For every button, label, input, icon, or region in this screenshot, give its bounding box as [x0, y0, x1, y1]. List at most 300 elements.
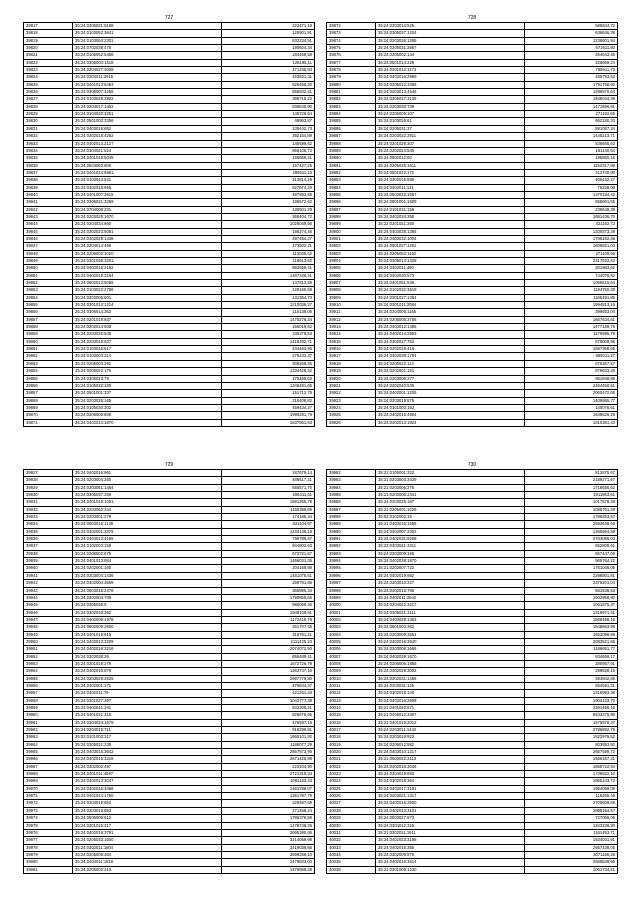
table-row [24, 506, 315, 513]
record-number-cell: 39846 [24, 235, 73, 242]
amount-cell: 306269,45 [221, 360, 314, 367]
amount-cell: 497893,85 [221, 191, 314, 198]
table-row [327, 499, 618, 506]
amount-cell: 2060472,65 [524, 390, 617, 397]
cadastral-number-cell: 35:21:0203006:276 [376, 484, 525, 491]
amount-cell: 1736522,10 [524, 771, 617, 778]
amount-cell: 369404,72 [221, 213, 314, 220]
cadastral-number-cell: 35:24:0503027:673 [376, 815, 525, 822]
record-number-cell: 39882 [327, 96, 376, 103]
table-row [24, 206, 315, 213]
amount-cell: 1152317,98 [524, 162, 617, 169]
table-row [327, 506, 618, 513]
amount-cell: 1667634,61 [524, 316, 617, 323]
record-number-cell: 39976 [24, 829, 73, 836]
record-number-cell: 39923 [327, 397, 376, 404]
table-row [327, 74, 618, 81]
table-row [24, 749, 315, 756]
table-row [24, 807, 315, 814]
cadastral-number-cell: 35:21:0203006:2441 [376, 492, 525, 499]
cadastral-number-cell: 35:24:0402014:1870 [73, 419, 222, 426]
table-row [24, 412, 315, 419]
cadastral-number-cell: 35:24:0206006:806 [73, 412, 222, 419]
table-row [24, 521, 315, 528]
record-number-cell: 39939 [24, 558, 73, 565]
table-row [327, 294, 618, 301]
table-row [327, 763, 618, 770]
cadastral-number-cell: 35:24:0205031:2867 [376, 45, 525, 52]
cadastral-number-cell: 35:21:0105001:322 [376, 470, 525, 477]
cadastral-number-cell: 35:24:0503015:2478 [73, 587, 222, 594]
amount-cell: 1718656,62 [524, 484, 617, 491]
cadastral-number-cell: 35:24:0402039:1670 [376, 653, 525, 660]
table-row [327, 866, 618, 873]
table-row [327, 697, 618, 704]
table-row [24, 682, 315, 689]
amount-cell: 1668722,94 [524, 763, 617, 770]
cadastral-number-cell: 35:24:0202031:1466 [376, 675, 525, 682]
record-number-cell: 39958 [24, 697, 73, 704]
table-row [24, 741, 315, 748]
record-number-cell: 39865 [24, 375, 73, 382]
cadastral-number-cell: 35:24:0205022:114 [376, 360, 525, 367]
table-row [327, 243, 618, 250]
cadastral-number-cell: 35:22:0303041:3211 [376, 543, 525, 550]
amount-cell: 536665,63 [524, 140, 617, 147]
table-row [24, 74, 315, 81]
table-row [24, 375, 315, 382]
amount-cell: 675367,57 [524, 360, 617, 367]
page-number: 728 [467, 15, 477, 21]
amount-cell: 1370184,42 [524, 191, 617, 198]
record-number-cell: 39978 [24, 844, 73, 851]
cadastral-number-cell: 35:24:0402011:131 [376, 184, 525, 191]
table-row [327, 653, 618, 660]
cadastral-number-cell: 35:24:0402016:355 [376, 844, 525, 851]
cadastral-number-cell: 35:24:0302027:753 [376, 338, 525, 345]
table-row [24, 543, 315, 550]
record-number-cell: 39872 [327, 23, 376, 30]
record-number-cell: 39847 [24, 243, 73, 250]
table-row [24, 390, 315, 397]
record-number-cell: 39989 [327, 521, 376, 528]
record-number-cell: 39982 [327, 470, 376, 477]
amount-cell: 421162,73 [524, 221, 617, 228]
cadastral-number-cell: 35:24:0203014:508 [73, 324, 222, 331]
cadastral-number-cell: 35:24:0105052:5466 [73, 52, 222, 59]
cadastral-number-cell: 35:24:0501027:1251 [376, 243, 525, 250]
record-number-cell: 39900 [327, 228, 376, 235]
record-number-cell: 39929 [24, 484, 73, 491]
record-number-cell: 40013 [327, 697, 376, 704]
amount-cell: 259791,66 [221, 580, 314, 587]
record-number-cell: 39839 [24, 184, 73, 191]
record-number-cell: 39928 [24, 477, 73, 484]
cadastral-number-cell: 35:24:0402013:3101 [376, 807, 525, 814]
record-number-cell: 39854 [24, 294, 73, 301]
amount-cell: 2111425,23 [221, 638, 314, 645]
amount-cell: 392154,89 [221, 133, 314, 140]
amount-cell: 1691365,78 [221, 499, 314, 506]
cadastral-number-cell: 35:24:0205026:1611 [376, 162, 525, 169]
cadastral-number-cell: 35:21:0205001:1029 [376, 506, 525, 513]
record-number-cell: 40001 [327, 609, 376, 616]
page-number: 730 [467, 462, 477, 468]
amount-cell: 591067,34 [524, 125, 617, 132]
record-number-cell: 39861 [24, 346, 73, 353]
amount-cell: 554591,31 [524, 682, 617, 689]
amount-cell: 542309,21 [221, 705, 314, 712]
table-row [24, 221, 315, 228]
amount-cell: 1665101,92 [221, 734, 314, 741]
cadastral-number-cell: 35:24:0206002:675 [73, 550, 222, 557]
cadastral-number-cell: 35:24:0105022:130 [73, 382, 222, 389]
amount-cell: 1061875,37 [524, 602, 617, 609]
amount-cell: 244463,95 [221, 346, 314, 353]
cadastral-number-cell: 35:24:0204019:893 [376, 771, 525, 778]
cadastral-number-cell: 35:24:0505006:612 [73, 815, 222, 822]
table-row [24, 624, 315, 631]
cadastral-number-cell: 35:24:0203016:853 [73, 807, 222, 814]
amount-cell: 1186651,77 [524, 646, 617, 653]
record-number-cell: 39956 [24, 682, 73, 689]
amount-cell: 5533375,90 [524, 712, 617, 719]
cadastral-number-cell: 35:24:0206002:1020 [73, 250, 222, 257]
record-number-cell: 40006 [327, 646, 376, 653]
cadastral-number-cell: 35:24:0103044:531 [73, 177, 222, 184]
record-number-cell: 39974 [24, 815, 73, 822]
amount-cell: 856632,21 [221, 89, 314, 96]
cadastral-number-cell: 35:24:0401011:4897 [73, 771, 222, 778]
amount-cell: 662180,33 [524, 118, 617, 125]
record-number-cell: 39844 [24, 221, 73, 228]
table-row [327, 353, 618, 360]
amount-cell: 1409955,77 [524, 397, 617, 404]
table-row [327, 705, 618, 712]
amount-cell: 297454,27 [221, 235, 314, 242]
cadastral-number-cell: 35:24:0302005:601 [73, 294, 222, 301]
record-number-cell: 39875 [327, 45, 376, 52]
amount-cell: 825458,20 [221, 81, 314, 88]
table-row [24, 96, 315, 103]
record-number-cell: 39880 [327, 81, 376, 88]
amount-cell: 405432,27 [524, 177, 617, 184]
cadastral-number-cell: 35:24:0401019:1051 [73, 499, 222, 506]
cadastral-number-cell: 35:24:0301027:397 [73, 697, 222, 704]
cadastral-number-cell: 35:24:0303038:26 [73, 653, 222, 660]
cadastral-number-cell: 35:24:0205012:3365 [376, 81, 525, 88]
cadastral-number-cell: 35:24:0402016:2608 [376, 697, 525, 704]
record-number-cell: 39883 [327, 103, 376, 110]
amount-cell: 1179995,79 [524, 331, 617, 338]
cadastral-number-cell: 35:24:0302018:364 [376, 778, 525, 785]
amount-cell: 1475276,34 [221, 316, 314, 323]
table-row [327, 191, 618, 198]
record-number-cell: 39911 [327, 309, 376, 316]
table-row [327, 324, 618, 331]
cadastral-number-cell: 35:02:0101003:317 [73, 734, 222, 741]
record-number-cell: 39856 [24, 309, 73, 316]
record-number-cell: 39987 [327, 506, 376, 513]
cadastral-number-cell: 35:24:0402011:2542 [376, 594, 525, 601]
table-row [24, 470, 315, 477]
record-number-cell: 39909 [327, 294, 376, 301]
table-row [24, 346, 315, 353]
table-row [24, 184, 315, 191]
amount-cell: 289511,15 [221, 169, 314, 176]
record-number-cell: 39906 [327, 272, 376, 279]
cadastral-number-cell: 35:24:0205052:1162 [376, 250, 525, 257]
cadastral-number-cell: 35:21:0301009:1230 [376, 866, 525, 873]
amount-cell: 206411,61 [221, 492, 314, 499]
record-number-cell: 39896 [327, 199, 376, 206]
amount-cell: 2479833,00 [221, 859, 314, 866]
amount-cell: 1502958,90 [524, 594, 617, 601]
table-row [327, 778, 618, 785]
amount-cell: 140076,61 [524, 404, 617, 411]
cadastral-number-cell: 35:24:0403012:1485 [376, 324, 525, 331]
table-row [24, 771, 315, 778]
amount-cell: 934659,17 [524, 653, 617, 660]
table-row [327, 851, 618, 858]
record-number-cell: 39949 [24, 631, 73, 638]
record-number-cell: 40014 [327, 705, 376, 712]
amount-cell: 655489,41 [221, 653, 314, 660]
amount-cell: 394842,66 [524, 675, 617, 682]
record-number-cell: 39922 [327, 390, 376, 397]
table-row [327, 45, 618, 52]
record-number-cell: 39950 [24, 638, 73, 645]
amount-cell: 1066615,64 [524, 280, 617, 287]
record-number-cell: 39972 [24, 800, 73, 807]
table-row [24, 638, 315, 645]
cadastral-number-cell: 35:24:0103016:517 [73, 346, 222, 353]
table-row [24, 404, 315, 411]
cadastral-number-cell: 35:24:0103028:2802 [73, 96, 222, 103]
cadastral-number-cell: 35:24:0201026:307 [376, 140, 525, 147]
record-number-cell: 40005 [327, 638, 376, 645]
table-row [327, 668, 618, 675]
table-row [327, 162, 618, 169]
record-number-cell: 39893 [327, 177, 376, 184]
record-number-cell: 39932 [24, 506, 73, 513]
cadastral-number-cell: 35:24:0302002:497 [73, 763, 222, 770]
cadastral-number-cell: 35:24:0302018:955 [73, 184, 222, 191]
table-row [327, 638, 618, 645]
record-number-cell: 39965 [24, 749, 73, 756]
table-row [24, 23, 315, 30]
record-number-cell: 39966 [24, 756, 73, 763]
cadastral-number-cell: 35:24:0205002:213 [73, 866, 222, 873]
table-row [327, 859, 618, 866]
amount-cell: 1234136,18 [221, 528, 314, 535]
cadastral-number-cell: 35:24:0501001:337 [73, 390, 222, 397]
amount-cell: 280867,91 [524, 660, 617, 667]
amount-cell: 657447,09 [524, 550, 617, 557]
table-row [327, 484, 618, 491]
table-row [24, 235, 315, 242]
table-row [327, 133, 618, 140]
table-row [24, 602, 315, 609]
table-row [24, 528, 315, 535]
amount-cell: 2074072,50 [221, 646, 314, 653]
amount-cell: 1652096,69 [524, 631, 617, 638]
amount-cell: 1210036,27 [221, 302, 314, 309]
record-number-cell: 39913 [327, 324, 376, 331]
table-row [327, 81, 618, 88]
amount-cell: 2657438,05 [524, 844, 617, 851]
amount-cell: 1238601,94 [524, 37, 617, 44]
amount-cell: 985011,27 [524, 353, 617, 360]
cadastral-number-cell: 35:24:0304006:1165 [376, 309, 525, 316]
amount-cell: 2317632,43 [524, 258, 617, 265]
table-row [327, 572, 618, 579]
cadastral-number-cell: 35:24:0302011:1804 [73, 844, 222, 851]
record-number-cell: 39914 [327, 331, 376, 338]
record-number-cell: 39820 [24, 45, 73, 52]
table-row [24, 594, 315, 601]
amount-cell: 2783086,03 [524, 536, 617, 543]
cadastral-number-cell: 35:24:0402001:171 [73, 682, 222, 689]
amount-cell: 128169,58 [221, 287, 314, 294]
amount-cell: 799786,47 [221, 536, 314, 543]
table-row [24, 734, 315, 741]
amount-cell: 1609821,03 [524, 243, 617, 250]
cadastral-number-cell: 35:24:0401019:915 [73, 631, 222, 638]
record-number-cell: 39878 [327, 67, 376, 74]
table-row [327, 235, 618, 242]
cadastral-number-cell: 35:24:0403028:1363 [376, 616, 525, 623]
amount-cell: 151712,79 [221, 390, 314, 397]
amount-cell: 1566167,31 [524, 756, 617, 763]
amount-cell: 264643,45 [524, 52, 617, 59]
amount-cell: 765611,73 [524, 67, 617, 74]
amount-cell: 1786253,67 [524, 514, 617, 521]
cadastral-number-cell: 35:24:0601014:228 [376, 59, 525, 66]
record-number-cell: 39822 [24, 59, 73, 66]
cadastral-number-cell: 35:24:0203019:875 [376, 397, 525, 404]
record-number-cell: 39868 [24, 397, 73, 404]
amount-cell: 1351787,79 [221, 793, 314, 800]
table-row [24, 111, 315, 118]
cadastral-number-cell: 35:24:0402016:4904 [376, 412, 525, 419]
record-number-cell: 39964 [24, 741, 73, 748]
record-number-cell: 39838 [24, 177, 73, 184]
record-number-cell: 39817 [24, 23, 73, 30]
amount-cell: 1445213,71 [524, 133, 617, 140]
table-row [24, 690, 315, 697]
amount-cell: 671611,80 [524, 45, 617, 52]
record-number-cell: 39823 [24, 67, 73, 74]
table-row [24, 140, 315, 147]
cadastral-number-cell: 35:24:0402019:3184 [73, 272, 222, 279]
cadastral-number-cell: 35:24:0501022:172 [376, 169, 525, 176]
record-number-cell: 39835 [24, 155, 73, 162]
record-number-cell: 39981 [24, 866, 73, 873]
amount-cell: 1681436,70 [524, 213, 617, 220]
cadastral-number-cell: 35:24:0203026:1285 [376, 37, 525, 44]
record-number-cell: 39948 [24, 624, 73, 631]
table-row [24, 829, 315, 836]
record-number-cell: 40011 [327, 682, 376, 689]
record-number-cell: 39957 [24, 690, 73, 697]
record-number-cell: 39874 [327, 37, 376, 44]
page-number: 727 [164, 15, 174, 21]
cadastral-number-cell: 35:24:0402014:2127 [73, 140, 222, 147]
table-row [327, 412, 618, 419]
table-row [327, 785, 618, 792]
record-number-cell: 39908 [327, 287, 376, 294]
table-row [327, 287, 618, 294]
amount-cell: 1911863,61 [524, 492, 617, 499]
amount-cell: 2786892,75 [524, 727, 617, 734]
cadastral-number-cell: 35:24:0205008:364 [73, 851, 222, 858]
cadastral-number-cell: 35:21:0203003:3429 [376, 477, 525, 484]
cadastral-number-cell: 35:24:0103022:2796 [73, 287, 222, 294]
cadastral-number-cell: 35:24:0401021:315 [73, 712, 222, 719]
table-row [327, 660, 618, 667]
record-number-cell: 40004 [327, 631, 376, 638]
table-row [24, 213, 315, 220]
table-row [24, 705, 315, 712]
record-number-cell: 40018 [327, 734, 376, 741]
record-number-cell: 39888 [327, 140, 376, 147]
amount-cell: 1476958,28 [221, 866, 314, 873]
cadastral-number-cell: 35:24:0403010:1317 [376, 749, 525, 756]
amount-cell: 365995,34 [221, 587, 314, 594]
cadastral-number-cell: 35:24:0305013:1428 [376, 258, 525, 265]
amount-cell: 345378,53 [221, 331, 314, 338]
table-row [327, 302, 618, 309]
table-row [24, 580, 315, 587]
table-row [24, 815, 315, 822]
table-row [327, 558, 618, 565]
record-number-cell: 40017 [327, 727, 376, 734]
table-row [327, 756, 618, 763]
cadastral-number-cell: 35:24:0503022:1667 [376, 191, 525, 198]
table-row [24, 477, 315, 484]
cadastral-number-cell: 35:24:0306007:4266 [73, 89, 222, 96]
cadastral-number-cell: 35:24:0203021:1317 [376, 793, 525, 800]
cadastral-number-cell: 35:24:0301015:317 [73, 822, 222, 829]
table-row [327, 30, 618, 37]
record-number-cell: 39962 [24, 727, 73, 734]
record-number-cell: 39990 [327, 528, 376, 535]
record-number-cell: 39897 [327, 206, 376, 213]
record-number-cell: 39873 [327, 30, 376, 37]
amount-cell: 832234,91 [221, 37, 314, 44]
amount-cell: 2391456,15 [524, 705, 617, 712]
record-number-cell: 39921 [327, 382, 376, 389]
amount-cell: 289838,10 [524, 668, 617, 675]
amount-cell: 1994813,16 [524, 302, 617, 309]
amount-cell: 1471696,91 [524, 103, 617, 110]
cadastral-number-cell: 35:24:0402038:1870 [376, 558, 525, 565]
amount-cell: 167427,25 [221, 162, 314, 169]
record-number-cell: 39969 [24, 778, 73, 785]
record-number-cell: 39841 [24, 199, 73, 206]
cadastral-number-cell: 35:24:0206006:1865 [376, 660, 525, 667]
table-row [327, 184, 618, 191]
table-row [24, 37, 315, 44]
record-number-cell: 39947 [24, 616, 73, 623]
record-number-cell: 40015 [327, 712, 376, 719]
table-row [327, 96, 618, 103]
cadastral-number-cell: 35:24:0402015:3514 [376, 859, 525, 866]
cadastral-number-cell: 35:24:0205033:1600 [73, 837, 222, 844]
amount-cell: 1522976,52 [524, 734, 617, 741]
cadastral-number-cell: 35:24:0403016:652 [73, 125, 222, 132]
